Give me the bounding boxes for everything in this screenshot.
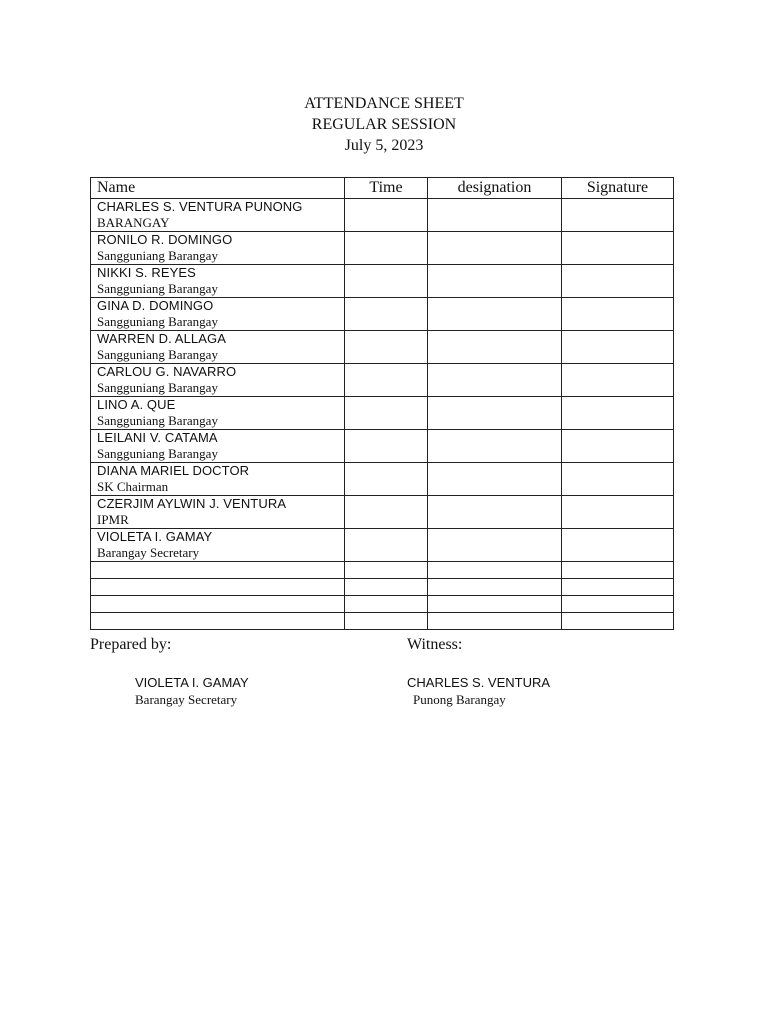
attendee-name: WARREN D. ALLAGA xyxy=(97,331,226,346)
name-cell xyxy=(91,463,345,496)
table-row xyxy=(91,298,674,331)
table-row xyxy=(91,463,674,496)
name-cell xyxy=(91,596,345,613)
column-header-name: Name xyxy=(91,178,345,199)
designation-cell xyxy=(428,331,562,364)
name-cell xyxy=(91,364,345,397)
time-cell xyxy=(345,596,428,613)
time-cell xyxy=(345,463,428,496)
table-row xyxy=(91,232,674,265)
attendance-table xyxy=(90,177,674,630)
signature-cell xyxy=(562,430,674,463)
witness-label: Witness: xyxy=(407,636,463,653)
designation-cell xyxy=(428,298,562,331)
signature-cell xyxy=(562,364,674,397)
time-cell xyxy=(345,613,428,630)
time-cell xyxy=(345,430,428,463)
signature-cell xyxy=(562,298,674,331)
name-cell xyxy=(91,562,345,579)
signature-cell xyxy=(562,199,674,232)
time-cell xyxy=(345,529,428,562)
session-date: July 5, 2023 xyxy=(344,137,424,154)
time-cell xyxy=(345,265,428,298)
name-cell xyxy=(91,265,345,298)
attendee-name: VIOLETA I. GAMAY xyxy=(97,529,213,544)
name-cell xyxy=(91,232,345,265)
attendee-name: RONILO R. DOMINGO xyxy=(97,232,233,247)
prepared-by-name: VIOLETA I. GAMAY xyxy=(135,675,249,690)
attendee-name: LINO A. QUE xyxy=(97,397,176,412)
attendee-position: Sangguniang Barangay xyxy=(97,413,218,428)
name-cell xyxy=(91,579,345,596)
table-row xyxy=(91,496,674,529)
name-cell xyxy=(91,496,345,529)
designation-cell xyxy=(428,199,562,232)
attendee-name: GINA D. DOMINGO xyxy=(97,298,214,313)
attendee-name: LEILANI V. CATAMA xyxy=(97,430,218,445)
time-cell xyxy=(345,496,428,529)
table-row xyxy=(91,199,674,232)
time-cell xyxy=(345,397,428,430)
designation-cell xyxy=(428,613,562,630)
signature-cell xyxy=(562,529,674,562)
designation-cell xyxy=(428,397,562,430)
name-cell xyxy=(91,613,345,630)
table-row xyxy=(91,364,674,397)
name-cell xyxy=(91,397,345,430)
table-row xyxy=(91,331,674,364)
attendee-name: DIANA MARIEL DOCTOR xyxy=(97,463,250,478)
attendee-position: IPMR xyxy=(97,512,129,527)
designation-cell xyxy=(428,463,562,496)
attendee-position: SK Chairman xyxy=(97,479,169,494)
witness-name: CHARLES S. VENTURA xyxy=(407,675,551,690)
table-row xyxy=(91,265,674,298)
prepared-by-label: Prepared by: xyxy=(90,636,172,653)
attendee-position: Sangguniang Barangay xyxy=(97,347,218,362)
blank-row xyxy=(91,579,674,596)
time-cell xyxy=(345,579,428,596)
attendee-position: Sangguniang Barangay xyxy=(97,380,218,395)
blank-row xyxy=(91,596,674,613)
designation-cell xyxy=(428,496,562,529)
table-row xyxy=(91,529,674,562)
attendee-position: Barangay Secretary xyxy=(97,545,200,560)
name-cell xyxy=(91,298,345,331)
signature-cell xyxy=(562,596,674,613)
signature-cell xyxy=(562,265,674,298)
attendee-position: Sangguniang Barangay xyxy=(97,314,218,329)
time-cell xyxy=(345,562,428,579)
time-cell xyxy=(345,298,428,331)
designation-cell xyxy=(428,265,562,298)
column-header-signature: Signature xyxy=(562,178,674,199)
blank-row xyxy=(91,613,674,630)
signature-cell xyxy=(562,232,674,265)
designation-cell xyxy=(428,562,562,579)
attendee-position: Sangguniang Barangay xyxy=(97,248,218,263)
designation-cell xyxy=(428,579,562,596)
signature-cell xyxy=(562,397,674,430)
name-cell xyxy=(91,199,345,232)
attendee-name: NIKKI S. REYES xyxy=(97,265,196,280)
designation-cell xyxy=(428,232,562,265)
signature-cell xyxy=(562,579,674,596)
signature-cell xyxy=(562,613,674,630)
signature-cell xyxy=(562,331,674,364)
signature-cell xyxy=(562,496,674,529)
prepared-by-role: Barangay Secretary xyxy=(135,692,238,707)
name-cell xyxy=(91,331,345,364)
column-header-time: Time xyxy=(345,178,428,199)
attendee-name: CARLOU G. NAVARRO xyxy=(97,364,237,379)
designation-cell xyxy=(428,529,562,562)
table-header-row xyxy=(91,178,674,199)
blank-row xyxy=(91,562,674,579)
time-cell xyxy=(345,331,428,364)
table-row xyxy=(91,397,674,430)
attendee-position: BARANGAY xyxy=(97,215,170,230)
name-cell xyxy=(91,430,345,463)
document-title: ATTENDANCE SHEET xyxy=(304,95,464,112)
table-row xyxy=(91,430,674,463)
attendee-name: CHARLES S. VENTURA PUNONG xyxy=(97,199,303,214)
attendee-position: Sangguniang Barangay xyxy=(97,281,218,296)
signature-cell xyxy=(562,562,674,579)
designation-cell xyxy=(428,430,562,463)
attendee-name: CZERJIM AYLWIN J. VENTURA xyxy=(97,496,287,511)
time-cell xyxy=(345,232,428,265)
signature-cell xyxy=(562,463,674,496)
designation-cell xyxy=(428,364,562,397)
time-cell xyxy=(345,364,428,397)
designation-cell xyxy=(428,596,562,613)
time-cell xyxy=(345,199,428,232)
attendee-position: Sangguniang Barangay xyxy=(97,446,218,461)
column-header-designation: designation xyxy=(428,178,562,199)
session-title: REGULAR SESSION xyxy=(311,116,457,133)
name-cell xyxy=(91,529,345,562)
witness-role: Punong Barangay xyxy=(413,692,506,707)
